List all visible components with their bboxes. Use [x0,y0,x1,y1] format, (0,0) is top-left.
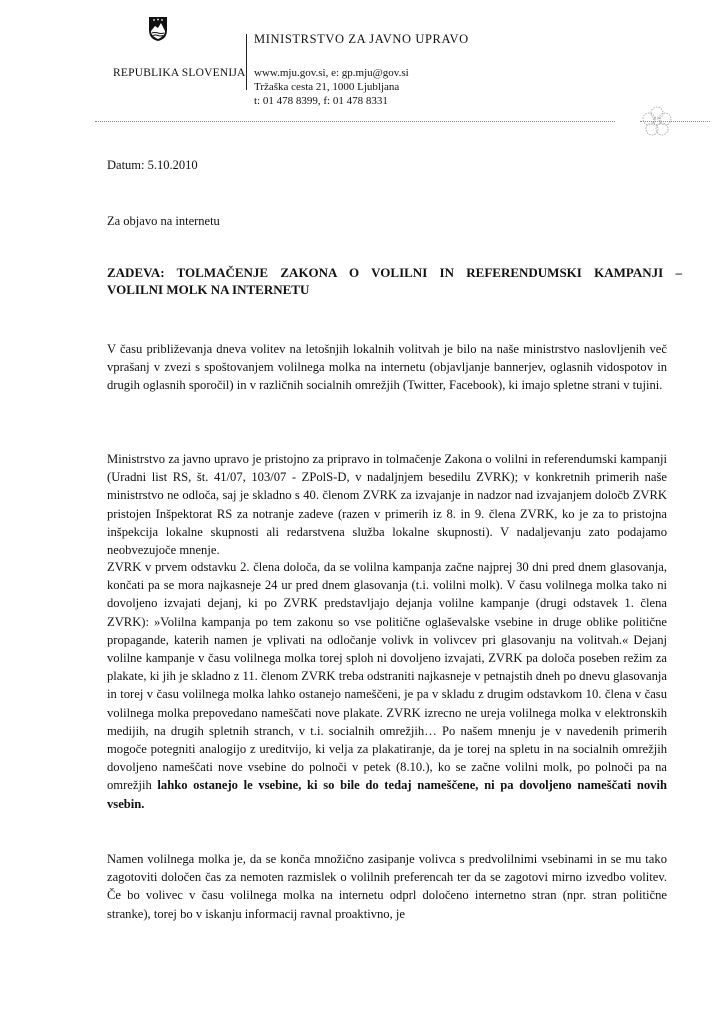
document-date: Datum: 5.10.2010 [107,158,198,172]
contact-phone-fax: t: 01 478 8399, f: 01 478 8331 [254,95,388,107]
ministry-name: MINISTRSTVO ZA JAVNO UPRAVO [254,32,469,46]
contact-address: Tržaška cesta 21, 1000 Ljubljana [254,81,400,93]
paragraph-3-text: ZVRK v prvem odstavku 2. člena določa, da se volilna kampanja začne najprej 30 dni pred dnem glasovanja, končati pa se mora najkasneje 24 ur pred dnem glasovanja (t.i. volilni molk). V času volilnega molka tako ni dovoljeno izvajati dejanj, ki po ZVRK predstavljajo dejanja volilne kampanje (drugi odstavek 1. člena ZVRK): »Volilna kampanja po tem zakonu so vse politične oglaševalske vsebine in druge oblike politične propagande, katerih namen je vplivati na odločanje volivk in volivcev pri glasovanju na volitvah.« Dejanj volilne kampanje v času volilnega molka torej sploh ni dovoljeno izvajati, ZVRK pa določa poseben režim za plakate, ki jih je skladno z 11. členom ZVRK treba odstraniti najkasneje v petnajstih dneh po dnevu glasovanja in torej v času volilnega molka lahko ostanejo nameščeni, je pa v skladu z drugim odstavkom 10. člena v času volilnega molka prepovedano nameščati nove plakate. ZVRK izrecno ne ureja volilnega molka v elektronskih medijih, na drugih spletnih stranch, v t.i. socialnih omrežjih… Po našem mnenju je v navedenih primerih mogoče potegniti analogijo z ureditvijo, ki velja za plakatiranje, da je torej na spletu in na socialnih omrežjih dovoljeno nameščati nove vsebine do polnoči v petek (8.10.), ko se začne volilni molk, po polnoči pa na omrežjih [107,560,667,793]
contact-web-email: www.mju.gov.si, e: gp.mju@gov.si [254,67,409,79]
publication-notice: Za objavo na internetu [107,214,220,228]
slovenia-coat-of-arms-icon [147,14,169,42]
subject-line-1: ZADEVA: TOLMAČENJE ZAKONA O VOLILNI IN REFERENDUMSKI KAMPANJI – [107,265,682,280]
header-divider [246,34,247,90]
paragraph-4: Namen volilnega molka je, da se konča množično zasipanje volivca s predvolilnimi vsebinami in se mu tako zagotoviti določen čas za nemoten razmislek o volilnih preferencah ter da se zagotovi mirno izvedbo volitev. Če bo volivec v času volilnega molka na internetu odprl določeno internetno stran (npr. stran politične stranke), torej bo v iskanju informacij ravnal proaktivno, je [107,852,667,921]
subject-line-2: VOLILNI MOLK NA INTERNETU [107,282,310,297]
paragraph-3 [107,558,667,813]
paragraph-1: V času približevanja dneva volitev na letošnjih lokalnih volitvah je bilo na naše ministrstvo naslovljenih več vprašanj v zvezi s spoštovanjem volilnega molka na internetu (objavljanje bannerjev, oglasnih vidospotov in drugih oglasnih sporočil) in v različnih socialnih omrežjih (Twitter, Facebook), ki imajo spletne strani v tujini. [107,342,667,393]
country-name: REPUBLIKA SLOVENIJA [113,67,246,79]
contact-block [254,66,409,108]
paragraph-3-bold-conclusion: lahko ostanejo le vsebine, ki so bile do tedaj nameščene, ni pa dovoljeno nameščati novih vsebin. [107,778,667,811]
paragraph-2: Ministrstvo za javno upravo je pristojno za pripravo in tolmačenje Zakona o volilni in referendumski kampanji (Uradni list RS, št. 41/07, 103/07 - ZPolS-D, v nadaljnjem besedilu ZVRK); v konkretnih primerih naše ministrstvo ne odloča, saj je skladno s 40. členom ZVRK za izvajanje in nadzor nad izvajanjem določb ZVRK pristojen Inšpektorat RS za notranje zadeve (razen v primerih iz 8. in 9. člena ZVRK, ko je za to pristojna inšpekcija lokalne skupnosti ali redarstvena služba lokalne skupnosti). V nadaljevanju zato podajamo neobvezujoče mnenje. [107,452,667,558]
flower-ornament-icon [640,104,674,138]
letterhead-rule [95,121,615,122]
